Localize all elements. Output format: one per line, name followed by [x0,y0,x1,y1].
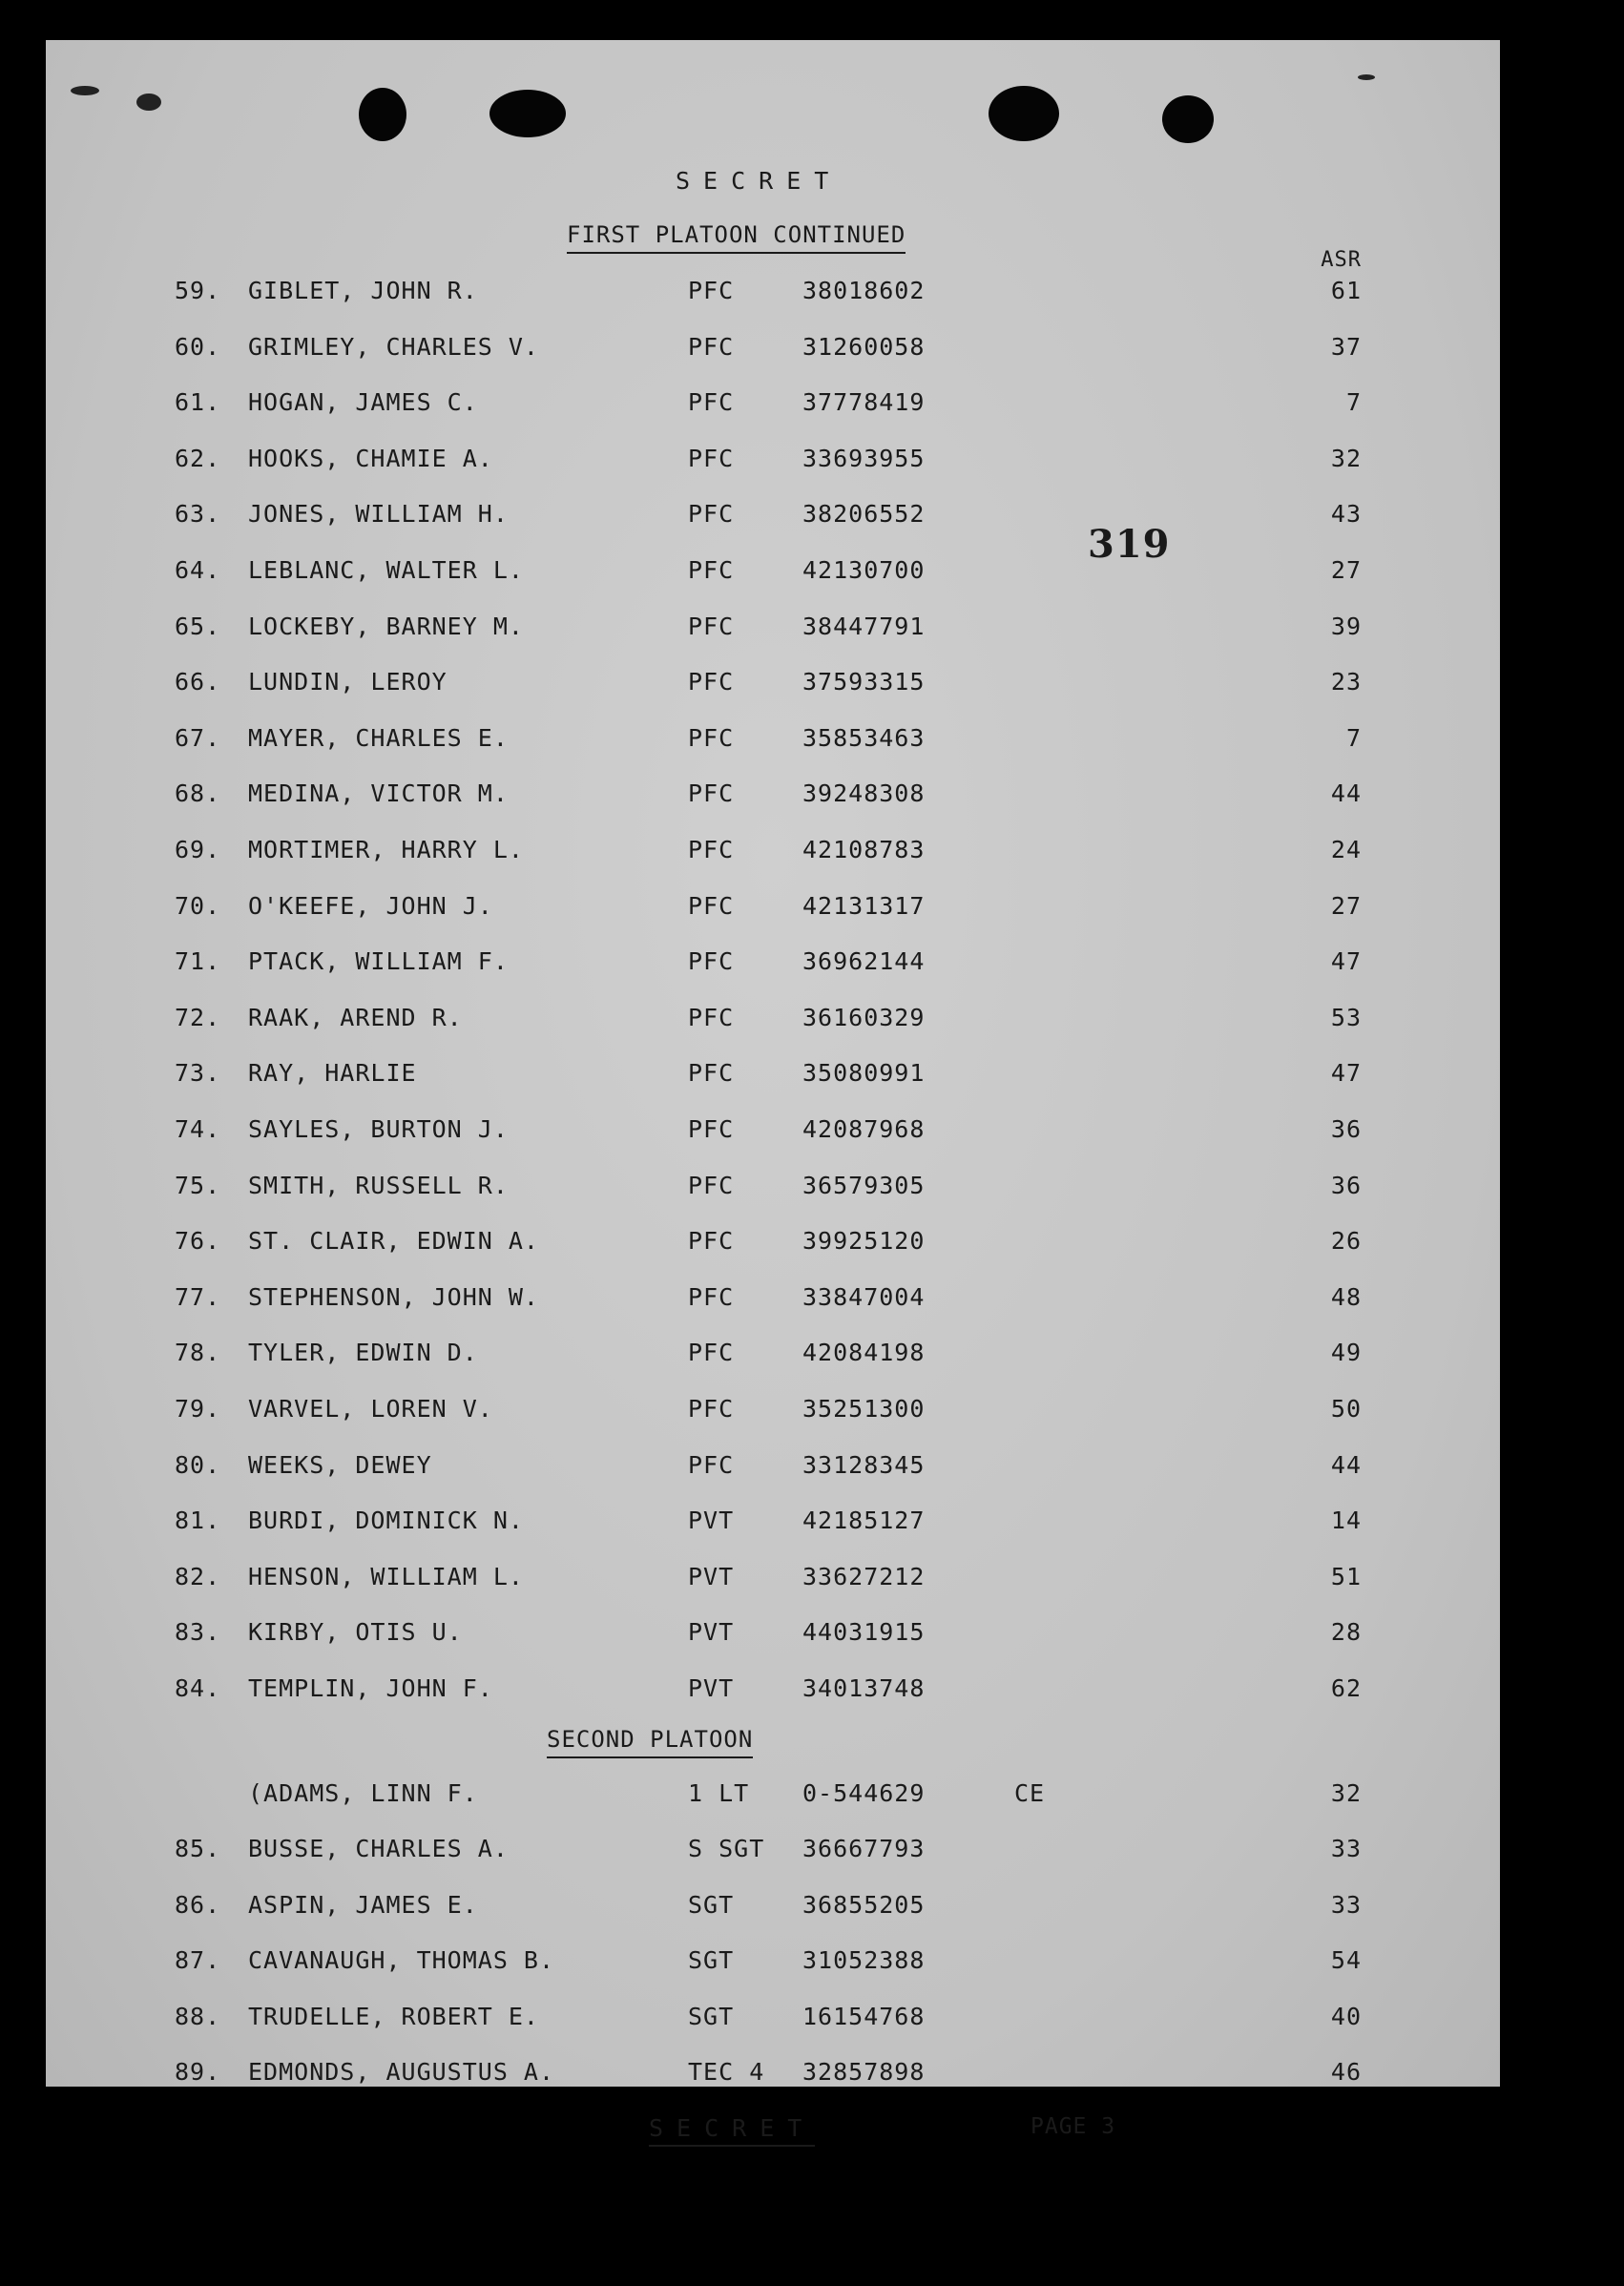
cell-asr: 54 [1330,1946,1362,1975]
cell-num: 89. [175,2058,221,2086]
table-row [46,1340,1500,1379]
cell-asr: 7 [1345,723,1362,752]
cell-num: 80. [175,1450,221,1479]
table-row [46,1171,1500,1212]
cell-rank: PFC [688,444,735,472]
table-row [46,390,1500,428]
cell-name: WEEKS, DEWEY [248,1450,432,1479]
cell-asr: 62 [1330,1674,1362,1702]
cell-name: LUNDIN, LEROY [248,668,448,696]
cell-rank: PFC [688,388,735,417]
cell-name: KIRBY, OTIS U. [248,1618,463,1647]
table-row [46,558,1500,596]
cell-num: 59. [175,277,221,304]
table-row [46,502,1500,540]
cell-rank: PVT [688,1618,735,1647]
cell-name: MAYER, CHARLES E. [248,723,509,752]
table-row [46,1948,1500,1986]
cell-name: VARVEL, LOREN V. [248,1395,493,1423]
table-row [46,838,1500,876]
cell-rank: S SGT [688,1835,765,1863]
table-row [46,1003,1500,1044]
table-row [46,1890,1500,1931]
cell-num: 87. [175,1946,221,1975]
cell-serial: 33627212 [802,1562,926,1590]
cell-num: 78. [175,1339,221,1367]
cell-rank: PFC [688,723,735,752]
cell-name: RAY, HARLIE [248,1059,417,1088]
cell-rank: PFC [688,1395,735,1423]
cell-serial: 37778419 [802,388,926,417]
cell-serial: 36579305 [802,1171,926,1199]
cell-serial: 38447791 [802,612,926,640]
cell-num: 61. [175,388,221,417]
cell-num: 66. [175,668,221,696]
table-row [46,1676,1500,1714]
cell-asr: 47 [1330,947,1362,976]
cell-asr: 44 [1330,1450,1362,1479]
section-title-first-platoon: FIRST PLATOON CONTINUED [567,221,906,254]
cell-rank: PFC [688,1450,735,1479]
cell-asr: 36 [1330,1115,1362,1143]
cell-serial: 42084198 [802,1339,926,1367]
cell-asr: 44 [1330,779,1362,808]
cell-num: 72. [175,1003,221,1031]
cell-rank: PFC [688,836,735,863]
cell-asr: 28 [1330,1618,1362,1647]
classification-header: SECRET [676,167,843,195]
cell-asr: 33 [1330,1890,1362,1919]
ink-speck [136,94,161,111]
cell-serial: 16154768 [802,2002,926,2030]
cell-serial: 36160329 [802,1003,926,1031]
cell-asr: 48 [1330,1282,1362,1311]
cell-name: PTACK, WILLIAM F. [248,947,509,976]
cell-asr: 47 [1330,1059,1362,1088]
cell-num: 60. [175,332,221,361]
cell-rank: PFC [688,500,735,529]
cell-asr: 49 [1330,1339,1362,1367]
cell-serial: 38206552 [802,500,926,529]
table-row [46,949,1500,987]
cell-name: HOGAN, JAMES C. [248,388,478,417]
document-page [46,40,1500,2142]
cell-name: LOCKEBY, BARNEY M. [248,612,524,640]
ink-speck [1358,74,1375,80]
cell-name: TRUDELLE, ROBERT E. [248,2002,539,2030]
cell-serial: 42087968 [802,1115,926,1143]
cell-name: ST. CLAIR, EDWIN A. [248,1227,539,1256]
table-row [46,1450,1500,1491]
table-row [46,444,1500,485]
cell-serial: 33693955 [802,444,926,472]
cell-serial: 44031915 [802,1618,926,1647]
cell-asr: 37 [1330,332,1362,361]
cell-serial: 36855205 [802,1890,926,1919]
cell-rank: PFC [688,947,735,976]
cell-serial: 31260058 [802,332,926,361]
cell-asr: 32 [1330,1779,1362,1807]
punch-hole [359,88,406,141]
cell-num: 65. [175,612,221,640]
classification-footer: SECRET [649,2114,815,2147]
cell-name: O'KEEFE, JOHN J. [248,891,493,920]
punch-hole [1162,95,1214,143]
table-row [46,332,1500,373]
cell-serial: 32857898 [802,2058,926,2086]
cell-num: 79. [175,1395,221,1423]
table-row [46,2002,1500,2043]
cell-serial: 35251300 [802,1395,926,1423]
cell-asr: 40 [1330,2002,1362,2030]
table-row [46,670,1500,708]
table-row [46,781,1500,820]
cell-rank: PFC [688,1227,735,1256]
cell-num: 64. [175,556,221,584]
cell-asr: 61 [1330,277,1362,304]
cell-serial: 38018602 [802,277,926,304]
cell-name: GRIMLEY, CHARLES V. [248,332,539,361]
table-row [46,1061,1500,1099]
cell-num: 63. [175,500,221,529]
cell-rank: PFC [688,556,735,584]
cell-serial: 31052388 [802,1946,926,1975]
cell-rank: SGT [688,2002,735,2030]
cell-name: TYLER, EDWIN D. [248,1339,478,1367]
cell-rank: PFC [688,612,735,640]
cell-num: 75. [175,1171,221,1199]
cell-asr: 39 [1330,612,1362,640]
cell-name: CAVANAUGH, THOMAS B. [248,1946,555,1975]
cell-rank: PVT [688,1562,735,1590]
cell-num: 70. [175,891,221,920]
table-row [46,1229,1500,1267]
cell-num: 74. [175,1115,221,1143]
cell-rank: PFC [688,668,735,696]
cell-num: 68. [175,779,221,808]
cell-serial: 0-544629 [802,1779,926,1807]
cell-asr: 50 [1330,1395,1362,1423]
punch-hole [989,86,1059,141]
section-title-second-platoon: SECOND PLATOON [547,1726,753,1758]
cell-asr: 7 [1345,388,1362,417]
cell-serial: 42130700 [802,556,926,584]
table-row [46,1282,1500,1323]
cell-rank: TEC 4 [688,2058,765,2086]
cell-num: 82. [175,1562,221,1590]
cell-name: RAAK, AREND R. [248,1003,463,1031]
cell-num: 73. [175,1059,221,1088]
cell-num: 71. [175,947,221,976]
cell-name: LEBLANC, WALTER L. [248,556,524,584]
cell-name: BUSSE, CHARLES A. [248,1835,509,1863]
cell-serial: 37593315 [802,668,926,696]
table-row [46,1781,1500,1819]
cell-name: (ADAMS, LINN F. [248,1779,478,1807]
cell-name: MEDINA, VICTOR M. [248,779,509,808]
cell-asr: 53 [1330,1003,1362,1031]
table-row [46,1620,1500,1658]
cell-rank: SGT [688,1890,735,1919]
asr-column-header: ASR [1321,248,1362,272]
cell-serial: 42108783 [802,836,926,863]
cell-num: 88. [175,2002,221,2030]
page-stamp-number: 319 [1088,522,1171,567]
table-row [46,1837,1500,1875]
cell-asr: 51 [1330,1562,1362,1590]
cell-rank: PFC [688,332,735,361]
table-row [46,279,1500,317]
cell-rank: PFC [688,1003,735,1031]
cell-asr: 46 [1330,2058,1362,2086]
cell-serial: 33847004 [802,1282,926,1311]
cell-rank: PFC [688,779,735,808]
table-row [46,614,1500,653]
cell-name: JONES, WILLIAM H. [248,500,509,529]
cell-name: STEPHENSON, JOHN W. [248,1282,539,1311]
table-row [46,2060,1500,2098]
cell-name: EDMONDS, AUGUSTUS A. [248,2058,555,2086]
table-row [46,1562,1500,1603]
cell-serial: 42185127 [802,1507,926,1535]
page-number: PAGE 3 [1031,2114,1116,2139]
table-row [46,891,1500,932]
cell-num: 69. [175,836,221,863]
cell-num: 62. [175,444,221,472]
cell-name: SAYLES, BURTON J. [248,1115,509,1143]
cell-serial: 39925120 [802,1227,926,1256]
cell-rank: SGT [688,1946,735,1975]
cell-asr: 43 [1330,500,1362,529]
cell-serial: 36962144 [802,947,926,976]
cell-name: BURDI, DOMINICK N. [248,1507,524,1535]
cell-serial: 39248308 [802,779,926,808]
cell-num: 67. [175,723,221,752]
cell-num: 81. [175,1507,221,1535]
cell-note: CE [1014,1779,1046,1807]
cell-asr: 36 [1330,1171,1362,1199]
punch-hole [489,90,566,137]
cell-num: 83. [175,1618,221,1647]
ink-speck [71,86,99,95]
cell-serial: 34013748 [802,1674,926,1702]
cell-rank: PFC [688,891,735,920]
cell-asr: 32 [1330,444,1362,472]
cell-rank: 1 LT [688,1779,750,1807]
cell-rank: PFC [688,1171,735,1199]
cell-asr: 26 [1330,1227,1362,1256]
cell-num: 77. [175,1282,221,1311]
table-row [46,1508,1500,1547]
cell-name: MORTIMER, HARRY L. [248,836,524,863]
cell-rank: PFC [688,1059,735,1088]
cell-asr: 24 [1330,836,1362,863]
table-row [46,723,1500,764]
cell-asr: 27 [1330,891,1362,920]
cell-name: SMITH, RUSSELL R. [248,1171,509,1199]
cell-asr: 33 [1330,1835,1362,1863]
cell-num: 76. [175,1227,221,1256]
cell-serial: 33128345 [802,1450,926,1479]
cell-name: TEMPLIN, JOHN F. [248,1674,493,1702]
cell-name: ASPIN, JAMES E. [248,1890,478,1919]
cell-asr: 23 [1330,668,1362,696]
cell-serial: 35080991 [802,1059,926,1088]
table-row [46,1397,1500,1435]
cell-rank: PFC [688,1282,735,1311]
cell-rank: PVT [688,1507,735,1535]
cell-asr: 27 [1330,556,1362,584]
cell-name: GIBLET, JOHN R. [248,277,478,304]
cell-serial: 36667793 [802,1835,926,1863]
cell-rank: PFC [688,1115,735,1143]
cell-num: 85. [175,1835,221,1863]
cell-rank: PFC [688,1339,735,1367]
cell-asr: 14 [1330,1507,1362,1535]
cell-rank: PFC [688,277,735,304]
cell-num: 86. [175,1890,221,1919]
cell-num: 84. [175,1674,221,1702]
cell-rank: PVT [688,1674,735,1702]
cell-name: HENSON, WILLIAM L. [248,1562,524,1590]
cell-serial: 35853463 [802,723,926,752]
cell-name: HOOKS, CHAMIE A. [248,444,493,472]
table-row [46,1117,1500,1155]
cell-serial: 42131317 [802,891,926,920]
